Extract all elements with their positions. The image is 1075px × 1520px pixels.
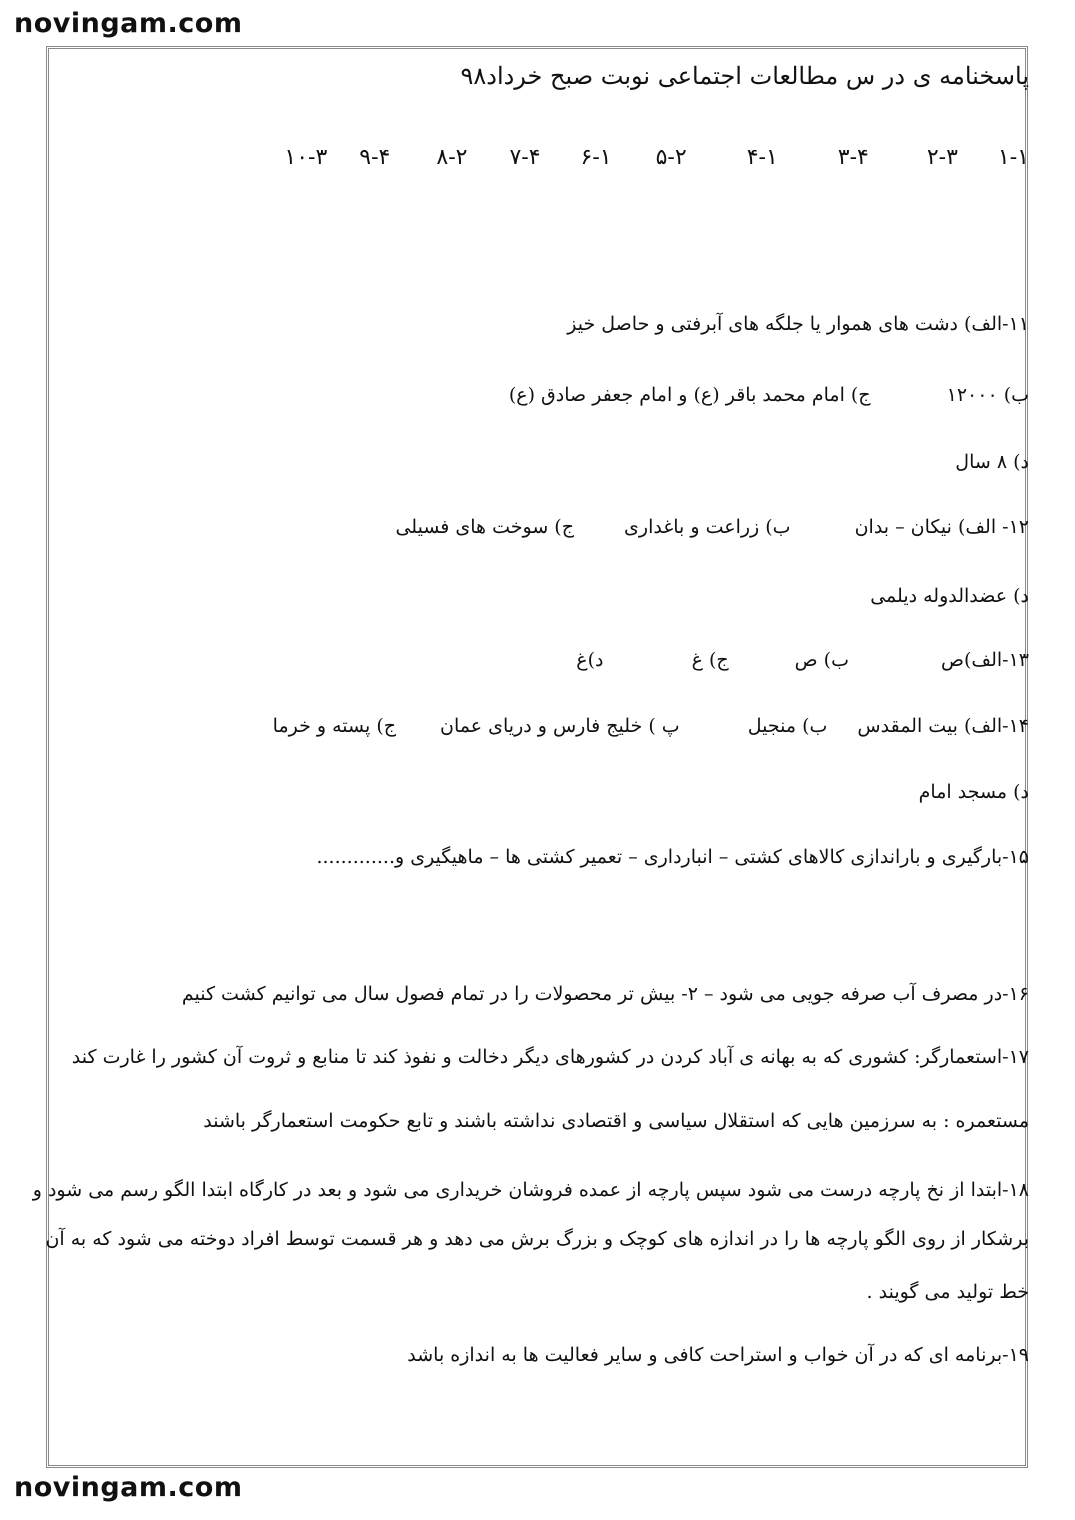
q16: ۱۶-در مصرف آب صرفه جویی می شود – ۲- بیش تر محصولات را در تمام فصول سال می توانیم کشت کنیم bbox=[181, 983, 1029, 1005]
q14-c: ج) پسته و خرما bbox=[272, 715, 396, 737]
answer-1: ۱-۱ bbox=[997, 145, 1029, 170]
q14-b: ب) منجیل bbox=[747, 715, 828, 737]
q13 bbox=[576, 648, 1029, 672]
q12-a: ۱۲- الف) نیکان – بدان bbox=[854, 516, 1029, 538]
q12-b: ب) زراعت و باغداری bbox=[624, 516, 791, 538]
q13-b: ب) ص bbox=[794, 649, 849, 671]
q15: ۱۵-بارگیری و باراندازی کالاهای کشتی – انبارداری – تعمیر کشتی ها – ماهیگیری و............. bbox=[316, 846, 1029, 868]
q14-a: ۱۴-الف) بیت المقدس bbox=[857, 715, 1029, 737]
page-title: پاسخنامه ی در س مطالعات اجتماعی نوبت صبح خرداد۹۸ bbox=[460, 62, 1029, 90]
q18-line3: خط تولید می گویند . bbox=[866, 1281, 1029, 1303]
q17-line2: مستعمره : به سرزمین هایی که استقلال سیاسی و اقتصادی نداشته باشند و تابع حکومت استعمارگر باشند bbox=[203, 1110, 1029, 1132]
answer-9: ۹-۴ bbox=[359, 145, 391, 170]
q12-abc bbox=[395, 515, 1029, 539]
answer-6: ۶-۱ bbox=[580, 145, 612, 170]
q11-c: ج) امام محمد باقر (ع) و امام جعفر صادق (ع) bbox=[508, 384, 871, 406]
watermark-bottom: novingam.com bbox=[14, 1472, 243, 1503]
q11-a: ۱۱-الف) دشت های هموار یا جلگه های آبرفتی و حاصل خیز bbox=[567, 313, 1029, 335]
q11-d: د) ۸ سال bbox=[955, 451, 1029, 473]
q14-p: پ ) خلیج فارس و دریای عمان bbox=[440, 715, 680, 737]
watermark-top: novingam.com bbox=[14, 8, 243, 39]
q18-line1: ۱۸-ابتدا از نخ پارچه درست می شود سپس پارچه از عمده فروشان خریداری می شود و بعد در کارگاه ابتدا الگو رسم می شود و bbox=[32, 1179, 1029, 1201]
q18-line2: برشکار از روی الگو پارچه ها را در اندازه های کوچک و بزرگ برش می دهد و هر قسمت توسط افراد دوخته می شود که به آن bbox=[45, 1228, 1029, 1250]
q13-a: ۱۳-الف)ص bbox=[941, 649, 1029, 671]
q11-b: ب) ۱۲۰۰۰ bbox=[946, 384, 1029, 406]
answer-8: ۸-۲ bbox=[436, 145, 468, 170]
answer-5: ۵-۲ bbox=[655, 145, 687, 170]
page-border bbox=[46, 46, 1028, 1468]
answer-7: ۷-۴ bbox=[509, 145, 541, 170]
answer-4: ۴-۱ bbox=[746, 145, 778, 170]
q12-c: ج) سوخت های فسیلی bbox=[395, 516, 574, 538]
q11-bc bbox=[509, 383, 1029, 407]
q14-d: د) مسجد امام bbox=[918, 781, 1029, 803]
q13-c: ج) غ bbox=[691, 649, 729, 671]
answer-2: ۲-۳ bbox=[926, 145, 958, 170]
q19: ۱۹-برنامه ای که در آن خواب و استراحت کافی و سایر فعالیت ها به اندازه باشد bbox=[407, 1344, 1029, 1366]
answer-3: ۳-۴ bbox=[837, 145, 869, 170]
q12-d: د) عضدالدوله دیلمی bbox=[870, 585, 1029, 607]
q13-d: د)غ bbox=[576, 649, 604, 671]
answer-10: ۱۰-۳ bbox=[284, 145, 328, 170]
q14-abpc bbox=[273, 714, 1029, 738]
q17-line1: ۱۷-استعمارگر: کشوری که به بهانه ی آباد کردن در کشورهای دیگر دخالت و نفوذ کند تا منابع و ثروت آن کشور را غارت کند bbox=[71, 1046, 1029, 1068]
multiple-choice-answers bbox=[284, 146, 1029, 170]
